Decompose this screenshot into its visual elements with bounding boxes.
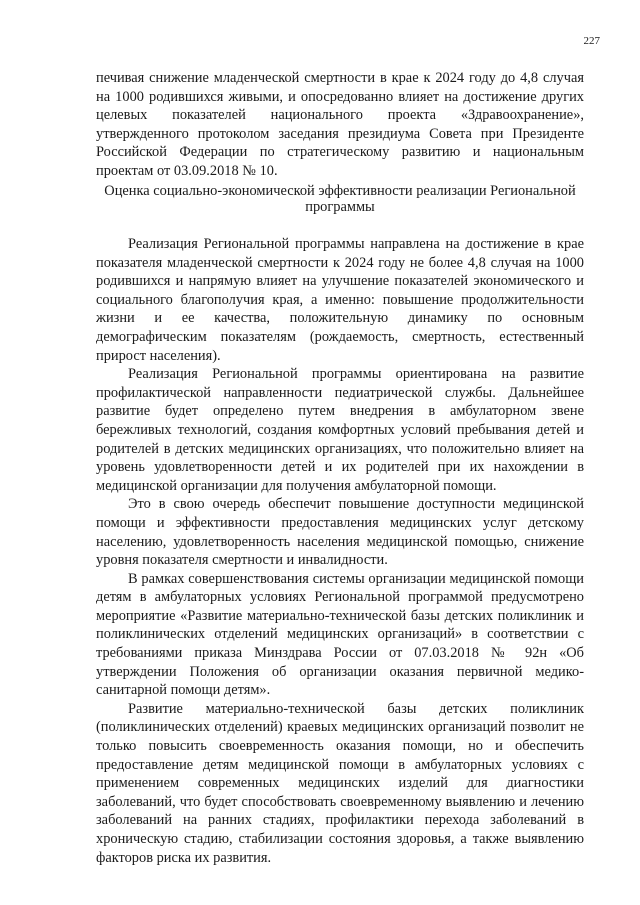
page-number: 227: [583, 35, 600, 47]
section-heading: Оценка социально-экономической эффективности реализации Региональной программы: [104, 183, 576, 215]
intro-paragraph: печивая снижение младенческой смертности в крае к 2024 году до 4,8 случая на 1000 родившихся живыми, и опосредованно влияет на достижение других целевых показателей национального проекта «Здравоохранение», утвержденного протоколом заседания президиума Совета при Президенте Российской Федерации по стратегическому развитию и национальным проектам от 03.09.2018 № 10.: [96, 70, 584, 179]
body-paragraph: Реализация Региональной программы направлена на достижение в крае показателя младенческой смертности к 2024 году не более 4,8 случая на 1000 родившихся и напрямую влияет на улучшение показателей экономического и социального благополучия края, а именно: повышение продолжительности жизни и ее качества, положительную динамику по основным демографическим показателям (рождаемость, смертность, естественный прирост населения).: [96, 236, 584, 364]
section-body: [96, 235, 584, 867]
body-paragraph: В рамках совершенствования системы организации медицинской помощи детям в амбулаторных условиях Региональной программой предусмотрено мероприятие «Развитие материально-технической базы детских поликлиник и поликлинических отделений медицинских организаций» в соответствии с требованиями приказа Минздрава России от 07.03.2018 № 92н «Об утверждении Положения об организации оказания первичной медико-санитарной помощи детям».: [96, 570, 584, 699]
body-paragraph: Реализация Региональной программы ориентирована на развитие профилактической направленности педиатрической службы. Дальнейшее развитие будет определено путем внедрения в амбулаторном звене бережливых технологий, создания комфортных условий пребывания детей и родителей в детских медицинских организациях, что положительно влияет на уровень удовлетворенности детей и их родителей при их нахождении в медицинской организации для получения амбулаторной помощи.: [96, 366, 584, 494]
body-paragraph: Это в свою очередь обеспечит повышение доступности медицинской помощи и эффективности предоставления медицинских услуг детскому населению, удовлетворенность населения медицинской помощью, снижение уровня показателя смертности и инвалидности.: [96, 496, 584, 569]
body-paragraph: Развитие материально-технической базы детских поликлиник (поликлинических отделений) краевых медицинских организаций позволит не только повысить своевременность оказания помощи, но и обеспечить предоставление детям медицинской помощи в амбулаторных условиях с применением современных медицинских изделий для диагностики заболеваний, что будет способствовать своевременному выявлению и лечению заболеваний на ранних стадиях, профилактики перехода заболеваний в хроническую стадию, стабилизации состояния здоровья, а также выявлению факторов риска их развития.: [96, 700, 584, 866]
